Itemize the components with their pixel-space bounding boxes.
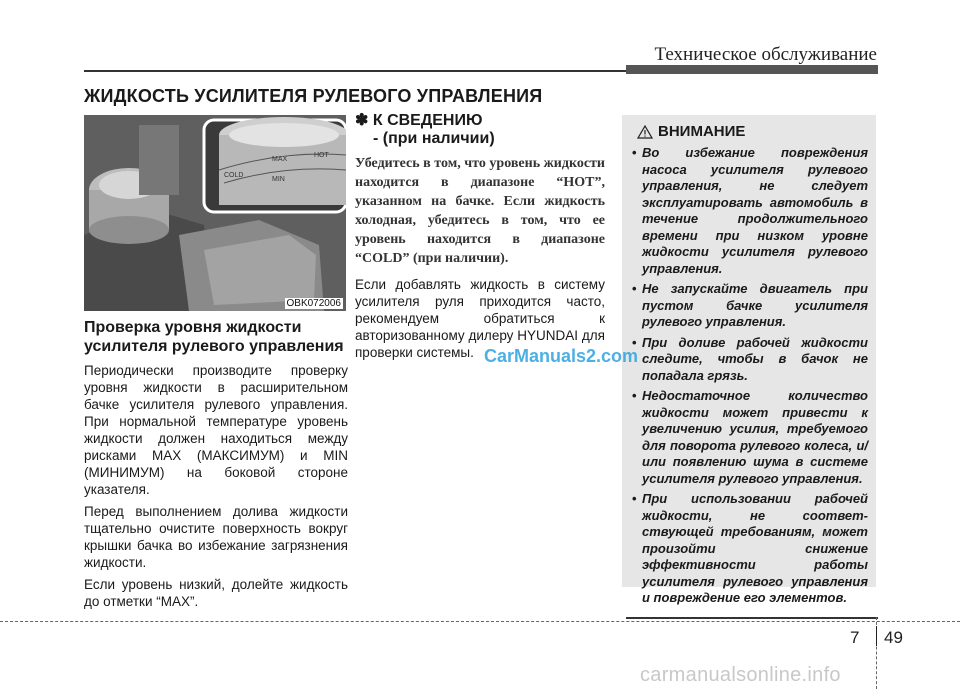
reservoir-illustration (84, 115, 346, 311)
reservoir-photo (84, 115, 346, 311)
page-number: 49 (884, 628, 903, 647)
left-subtitle: Проверка уровня жидкости усилителя рулевого управления (84, 319, 344, 355)
footer-dashed-line (0, 621, 960, 622)
reservoir-mark-cold: COLD (224, 172, 244, 179)
note-asterisk-icon: ✽ (355, 112, 369, 129)
note-text: Убедитесь в том, что уровень жидкости находится в диапазоне “HOT”, указанном на бачке. Если жидкость холодная, убедитесь в том, что ее уровень находится в диапазоне “COLD” (при наличии). (355, 156, 605, 266)
warning-heading (637, 123, 745, 140)
page-number-separator (876, 626, 877, 646)
note-subtitle: - (при наличии) (373, 130, 495, 147)
footer-rule (626, 617, 878, 619)
left-paragraph-3: Если уровень низкий, долейте жидкость до отметки “MAX”. (84, 577, 348, 609)
note-title: К СВЕДЕНИЮ (372, 112, 483, 129)
warning-item: • При доливе рабочей жидкости следите, чтобы в бачок не попадала грязь. (630, 335, 868, 385)
warning-item: • Недостаточное количество жидкости может привести к увеличению усилия, требуемого для поворота рулевого колеса, и/или появлению шума в системе усилителя рулевого управления. (630, 388, 868, 487)
middle-paragraph-1: Если добавлять жидкость в систему усилителя руля приходится часто, рекомендуем обратиться к авторизованному дилеру HYUNDAI для проверки системы. (355, 277, 605, 360)
figure-code: OBK072006 (286, 298, 341, 309)
left-paragraph-1: Периодически производите проверку уровня жидкости в расширительном бачке усилителя рулевого управления. При нормальной температуре уровень жидкости должен находиться между рисками MAX (МАКСИМУМ) и MIN (МИНИМУМ) на боковой стороне указателя. (84, 363, 348, 497)
warning-item: • При использовании рабочей жидкости, не соответ-ствующей требованиям, может произойти снижение эффективности работы усилителя рулевого управления и повреждение его элементов. (630, 491, 868, 607)
section-title: ЖИДКОСТЬ УСИЛИТЕЛЯ РУЛЕВОГО УПРАВЛЕНИЯ (84, 86, 543, 106)
header-accent-bar (626, 65, 878, 74)
watermark-link[interactable]: CarManuals2.com (484, 346, 639, 366)
reservoir-mark-min: MIN (272, 176, 285, 183)
warning-list (630, 145, 868, 611)
note-heading (355, 112, 605, 130)
chapter-number: 7 (850, 628, 860, 647)
reservoir-mark-max: MAX (272, 156, 288, 163)
warning-title: ВНИМАНИЕ (658, 123, 746, 140)
warning-item: • Во избежание повреждения насоса усилителя рулевого управления, не следует эксплуатировать автомобиль в течение продолжительного времени при низком уровне жидкости усилителя рулевого управления. (630, 145, 868, 277)
warning-triangle-icon (637, 125, 653, 139)
header-rule (84, 70, 704, 72)
running-header: Техническое обслуживание (654, 44, 877, 65)
warning-item: • Не запускайте двигатель при пустом бачке усилителя рулевого управления. (630, 281, 868, 331)
warning-box (622, 115, 876, 605)
middle-column (355, 112, 605, 366)
reservoir-mark-hot: HOT (314, 152, 329, 159)
left-paragraph-2: Перед выполнением долива жидкости тщательно очистите поверхность вокруг крышки бачка во избежание загрязнения жидкости. (84, 504, 348, 570)
footer-site-watermark[interactable]: carmanualsonline.info (640, 664, 841, 686)
left-column (84, 318, 348, 615)
